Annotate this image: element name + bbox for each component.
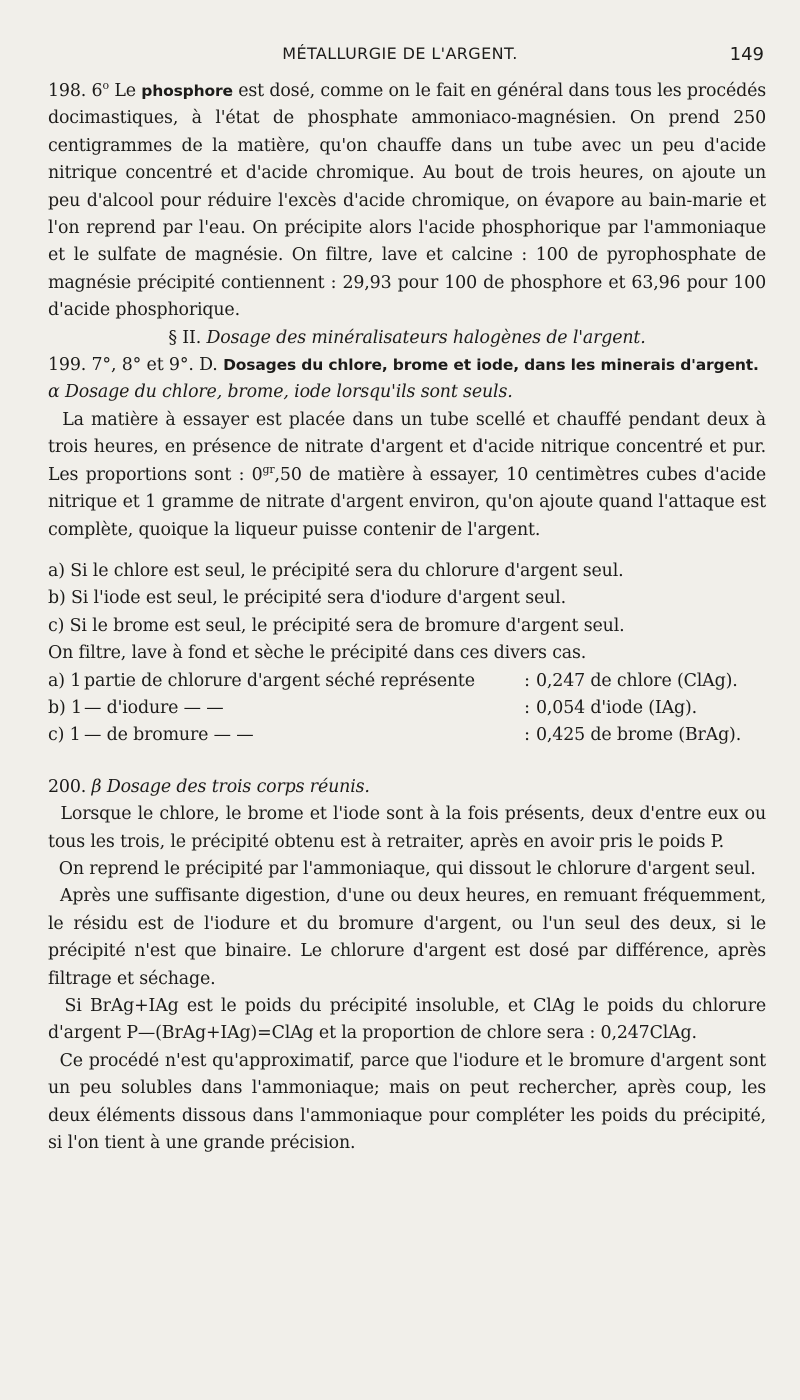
equivalence-row <box>48 668 766 695</box>
row-description: partie de chlorure d'argent séché représente <box>84 670 475 691</box>
case-line: c) Si le brome est seul, le précipité sera de bromure d'argent seul. <box>48 615 625 636</box>
paragraph-200-text <box>48 993 766 1048</box>
subheading-alpha <box>48 379 766 406</box>
paragraph-199-heading <box>48 352 766 379</box>
subject-term: phosphore <box>141 82 233 100</box>
row-description: — de bromure — — <box>84 725 254 746</box>
paragraph-198 <box>48 78 766 325</box>
equivalence-row <box>48 722 766 749</box>
case-line: b) Si l'iode est seul, le précipité sera d'iodure d'argent seul. <box>48 588 566 609</box>
row-description: — d'iodure — — <box>84 697 224 718</box>
row-colon: : <box>524 725 530 746</box>
text-run: ,50 de matière à essayer, 10 centimètres cubes d'acide nitrique et 1 gramme de nitrate d'argent environ, qu'on ajoute quand l'attaque est complète, quoique la liqueur puisse contenir de l'argent. <box>48 464 766 540</box>
text-run: Ce procédé n'est qu'approximatif, parce que l'iodure et le bromure d'argent sont un peu solubles dans l'ammoniaque; mais on peut rechercher, après coup, les deux éléments dissous dans l'ammoniaque pour compléter les poids du précipité, si l'on tient à une grande précision. <box>48 1050 766 1154</box>
paragraph-number: 199. 7°, 8° et 9°. D. <box>48 355 218 376</box>
text-run: Si BrAg+IAg est le poids du précipité insoluble, et ClAg le poids du chlorure d'argent P—(BrAg+IAg)=ClAg et la proportion de chlore sera : 0,247ClAg. <box>48 996 766 1044</box>
paragraph-200-text <box>48 801 766 856</box>
row-value: 0,054 d'iode (IAg). <box>536 697 698 718</box>
text-run: On reprend le précipité par l'ammoniaque, qui dissout le chlorure d'argent seul. <box>58 858 756 879</box>
row-colon: : <box>524 697 530 718</box>
subheading-title: Dosage du chlore, brome, iode lorsqu'ils sont seuls. <box>65 382 513 403</box>
equivalence-row <box>48 695 766 722</box>
filter-line: On filtre, lave à fond et sèche le précipité dans ces divers cas. <box>48 643 587 664</box>
degree-mark: o <box>102 79 109 93</box>
paragraph-number: 198. 6 <box>48 81 103 101</box>
section-heading <box>48 325 766 352</box>
paragraph-text: est dosé, comme on le fait en général dans tous les procédés docimastiques, à l'état de phosphate ammoniaco-magnésien. On prend 250 centigrammes de la matière, qu'on chauffe dans un tube avec un peu d'acide nitrique concentré et d'acide chromique. Au bout de trois heures, on ajoute un peu d'alcool pour réduire l'excès d'acide chromique, on évapore au bain-marie et l'on reprend par l'eau. On précipite alors l'acide phosphorique par l'ammoniaque et le sulfate de magnésie. On filtre, lave et calcine : 100 de pyrophosphate de magnésie précipité contiennent : 29,93 pour 100 de phosphore et 63,96 pour 100 d'acide phosphorique. <box>48 81 766 321</box>
row-colon: : <box>524 670 530 691</box>
page-number: 149 <box>729 44 764 65</box>
case-line: a) Si le chlore est seul, le précipité sera du chlorure d'argent seul. <box>48 560 624 581</box>
section-mark: § II. <box>168 327 202 348</box>
page-body <box>48 78 766 1157</box>
section-title: Dosage des minéralisateurs halogènes de l'argent. <box>206 327 646 348</box>
row-value: 0,425 de brome (BrAg). <box>536 725 742 746</box>
paragraph-number: 200. <box>48 776 87 797</box>
paragraph-bold-title: Dosages du chlore, brome et iode, dans les minerais d'argent. <box>223 356 759 375</box>
paragraph-200-text <box>48 1048 766 1158</box>
text-run: Après une suffisante digestion, d'une ou deux heures, en remuant fréquemment, le résidu est de l'iodure et du bromure d'argent, ou l'un seul des deux, si le précipité n'est que binaire. Le chlorure d'argent est dosé par différence, après filtrage et séchage. <box>48 886 766 989</box>
article-le: Le <box>114 81 142 101</box>
row-value: 0,247 de chlore (ClAg). <box>536 670 738 691</box>
text-run: Lorsque le chlore, le brome et l'iode sont à la fois présents, deux d'entre eux ou tous les trois, le précipité obtenu est à retraiter, après en avoir pris le poids P. <box>48 804 766 852</box>
greek-label: β <box>91 776 102 797</box>
running-title: MÉTALLURGIE DE L'ARGENT. <box>282 44 518 63</box>
gram-abbrev: gr <box>262 462 275 476</box>
greek-label: α <box>48 382 60 403</box>
paragraph-200-text <box>48 856 766 883</box>
paragraph-200-heading <box>48 774 766 801</box>
row-label: b) 1 <box>48 697 82 718</box>
row-label: a) 1 <box>48 670 82 691</box>
paragraph-200-text <box>48 883 766 993</box>
page-header <box>0 42 800 66</box>
text-run: La matière à essayer est placée dans un tube scellé et chauffé pendant deux à trois heures, en présence de nitrate d'argent et d'acide nitrique concentré et pur. Les proportions sont : 0 <box>48 409 766 485</box>
subheading-title: Dosage des trois corps réunis. <box>106 776 370 797</box>
paragraph-199-text <box>48 407 766 544</box>
row-label: c) 1 <box>48 725 81 746</box>
